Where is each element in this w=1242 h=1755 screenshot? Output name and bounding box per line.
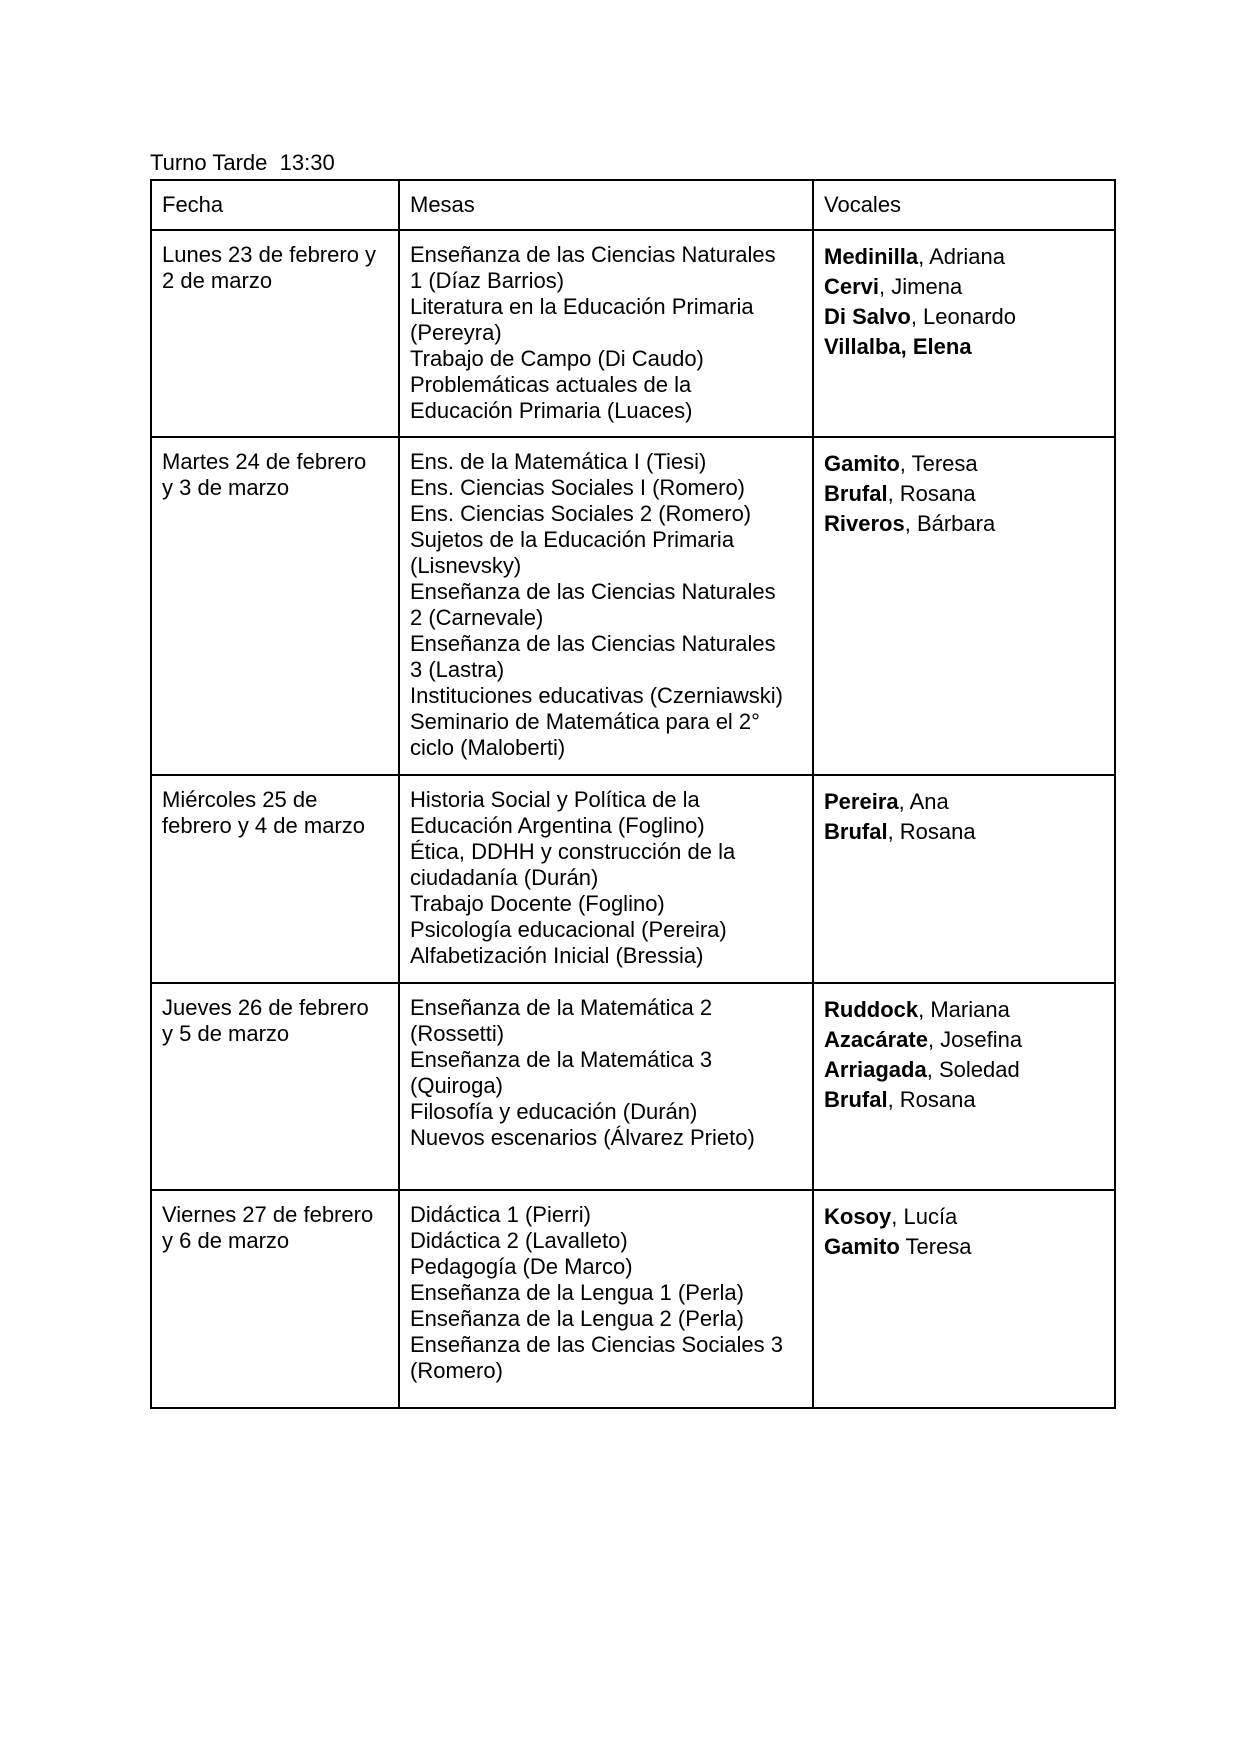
vocal-surname: Cervi bbox=[824, 274, 880, 299]
cell-fecha bbox=[151, 437, 399, 775]
cell-fecha bbox=[151, 230, 399, 437]
vocal-given-name: , Bárbara bbox=[904, 511, 996, 536]
mesa-line: Ens. Ciencias Sociales 2 (Romero) bbox=[410, 501, 752, 526]
mesa-line: Ens. Ciencias Sociales I (Romero) bbox=[410, 475, 746, 500]
fecha-line: y 5 de marzo bbox=[162, 1021, 290, 1046]
cell-vocales bbox=[813, 775, 1115, 983]
vocal-surname: Brufal bbox=[824, 481, 888, 506]
cell-vocales bbox=[813, 983, 1115, 1190]
vocal-surname: Di Salvo bbox=[824, 304, 911, 329]
mesa-line: Enseñanza de la Lengua 2 (Perla) bbox=[410, 1306, 744, 1331]
vocal-given-name: , Rosana bbox=[887, 481, 976, 506]
mesa-line: Sujetos de la Educación Primaria bbox=[410, 527, 735, 552]
header-fecha: Fecha bbox=[151, 180, 399, 230]
vocal-surname: Villalba, Elena bbox=[824, 334, 972, 359]
vocal-surname: Riveros bbox=[824, 511, 905, 536]
fecha-line: Martes 24 de febrero bbox=[162, 449, 367, 474]
vocal-entry bbox=[824, 1085, 1104, 1115]
mesa-line: Enseñanza de las Ciencias Naturales bbox=[410, 631, 776, 656]
cell-vocales bbox=[813, 437, 1115, 775]
mesa-line: Historia Social y Política de la bbox=[410, 787, 700, 812]
mesa-line: Enseñanza de la Lengua 1 (Perla) bbox=[410, 1280, 744, 1305]
mesa-line: (Rossetti) bbox=[410, 1021, 505, 1046]
vocal-given-name: , Rosana bbox=[887, 1087, 976, 1112]
mesa-line: Seminario de Matemática para el 2° bbox=[410, 709, 760, 734]
mesa-line: 2 (Carnevale) bbox=[410, 605, 544, 630]
mesa-line: 3 (Lastra) bbox=[410, 657, 505, 682]
vocal-given-name: , Rosana bbox=[887, 819, 976, 844]
cell-mesas bbox=[399, 437, 813, 775]
vocal-surname: Brufal bbox=[824, 819, 888, 844]
table-row bbox=[151, 983, 1115, 1190]
cell-vocales bbox=[813, 230, 1115, 437]
table-row bbox=[151, 437, 1115, 775]
table-row bbox=[151, 1190, 1115, 1408]
mesa-line: Filosofía y educación (Durán) bbox=[410, 1099, 698, 1124]
fecha-line: Lunes 23 de febrero y bbox=[162, 242, 377, 267]
vocal-surname: Arriagada bbox=[824, 1057, 927, 1082]
vocal-given-name: Teresa bbox=[899, 1234, 972, 1259]
mesa-line: Alfabetización Inicial (Bressia) bbox=[410, 943, 704, 968]
mesa-line: 1 (Díaz Barrios) bbox=[410, 268, 565, 293]
header-mesas: Mesas bbox=[399, 180, 813, 230]
mesa-line: Educación Argentina (Foglino) bbox=[410, 813, 705, 838]
vocal-entry bbox=[824, 449, 1104, 479]
table-body bbox=[151, 230, 1115, 1408]
vocal-surname: Gamito bbox=[824, 1234, 900, 1259]
vocal-surname: Ruddock bbox=[824, 997, 919, 1022]
vocal-entry bbox=[824, 995, 1104, 1025]
vocal-entry bbox=[824, 1025, 1104, 1055]
mesa-line: (Romero) bbox=[410, 1358, 503, 1383]
vocal-entry bbox=[824, 1202, 1104, 1232]
vocal-surname: Brufal bbox=[824, 1087, 888, 1112]
fecha-line: 2 de marzo bbox=[162, 268, 273, 293]
mesa-line: Nuevos escenarios (Álvarez Prieto) bbox=[410, 1125, 755, 1150]
vocal-given-name: , Mariana bbox=[918, 997, 1010, 1022]
table-header-row bbox=[151, 180, 1115, 230]
mesa-line: (Pereyra) bbox=[410, 320, 502, 345]
fecha-line: Viernes 27 de febrero bbox=[162, 1202, 374, 1227]
mesa-line: Ética, DDHH y construcción de la bbox=[410, 839, 736, 864]
vocal-given-name: , Ana bbox=[898, 789, 949, 814]
vocal-entry bbox=[824, 479, 1104, 509]
mesa-line: Literatura en la Educación Primaria bbox=[410, 294, 754, 319]
mesa-line: Pedagogía (De Marco) bbox=[410, 1254, 633, 1279]
mesa-line: Educación Primaria (Luaces) bbox=[410, 398, 693, 423]
fecha-line: y 6 de marzo bbox=[162, 1228, 290, 1253]
vocal-entry bbox=[824, 272, 1104, 302]
vocal-given-name: , Teresa bbox=[899, 451, 978, 476]
mesa-line: Enseñanza de las Ciencias Naturales bbox=[410, 242, 776, 267]
vocal-surname: Pereira bbox=[824, 789, 899, 814]
mesa-line: Didáctica 2 (Lavalleto) bbox=[410, 1228, 628, 1253]
fecha-line: Jueves 26 de febrero bbox=[162, 995, 369, 1020]
vocal-entry bbox=[824, 332, 1104, 362]
fecha-line: y 3 de marzo bbox=[162, 475, 290, 500]
cell-vocales bbox=[813, 1190, 1115, 1408]
cell-mesas bbox=[399, 230, 813, 437]
mesa-line: ciudadanía (Durán) bbox=[410, 865, 599, 890]
vocal-entry bbox=[824, 787, 1104, 817]
vocal-entry bbox=[824, 817, 1104, 847]
cell-fecha bbox=[151, 983, 399, 1190]
mesa-line: Enseñanza de las Ciencias Sociales 3 bbox=[410, 1332, 784, 1357]
vocal-surname: Kosoy bbox=[824, 1204, 892, 1229]
vocal-surname: Medinilla bbox=[824, 244, 919, 269]
vocal-given-name: , Leonardo bbox=[910, 304, 1017, 329]
vocal-entry bbox=[824, 509, 1104, 539]
vocal-entry bbox=[824, 1232, 1104, 1262]
exam-schedule-table bbox=[150, 179, 1116, 1409]
vocal-entry bbox=[824, 242, 1104, 272]
mesa-line: Ens. de la Matemática I (Tiesi) bbox=[410, 449, 707, 474]
vocal-given-name: , Jimena bbox=[879, 274, 963, 299]
table-row bbox=[151, 775, 1115, 983]
vocal-entry bbox=[824, 1055, 1104, 1085]
vocal-entry bbox=[824, 302, 1104, 332]
mesa-line: Trabajo de Campo (Di Caudo) bbox=[410, 346, 704, 371]
cell-fecha bbox=[151, 1190, 399, 1408]
mesa-line: ciclo (Maloberti) bbox=[410, 735, 566, 760]
cell-mesas bbox=[399, 983, 813, 1190]
vocal-given-name: , Josefina bbox=[927, 1027, 1023, 1052]
mesa-line: Problemáticas actuales de la bbox=[410, 372, 692, 397]
mesa-line: Enseñanza de la Matemática 2 bbox=[410, 995, 713, 1020]
cell-mesas bbox=[399, 775, 813, 983]
table-row bbox=[151, 230, 1115, 437]
header-vocales: Vocales bbox=[813, 180, 1115, 230]
mesa-line: Psicología educacional (Pereira) bbox=[410, 917, 727, 942]
cell-fecha bbox=[151, 775, 399, 983]
vocal-surname: Gamito bbox=[824, 451, 900, 476]
mesa-line: (Lisnevsky) bbox=[410, 553, 522, 578]
cell-mesas bbox=[399, 1190, 813, 1408]
fecha-line: febrero y 4 de marzo bbox=[162, 813, 365, 838]
mesa-line: (Quiroga) bbox=[410, 1073, 503, 1098]
mesa-line: Enseñanza de la Matemática 3 bbox=[410, 1047, 713, 1072]
mesa-line: Didáctica 1 (Pierri) bbox=[410, 1202, 591, 1227]
vocal-surname: Azacárate bbox=[824, 1027, 928, 1052]
schedule-caption: Turno Tarde 13:30 bbox=[150, 150, 335, 175]
mesa-line: Instituciones educativas (Czerniawski) bbox=[410, 683, 783, 708]
mesa-line: Trabajo Docente (Foglino) bbox=[410, 891, 665, 916]
vocal-given-name: , Lucía bbox=[891, 1204, 958, 1229]
fecha-line: Miércoles 25 de bbox=[162, 787, 318, 812]
vocal-given-name: , Soledad bbox=[926, 1057, 1020, 1082]
vocal-given-name: , Adriana bbox=[918, 244, 1005, 269]
mesa-line: Enseñanza de las Ciencias Naturales bbox=[410, 579, 776, 604]
